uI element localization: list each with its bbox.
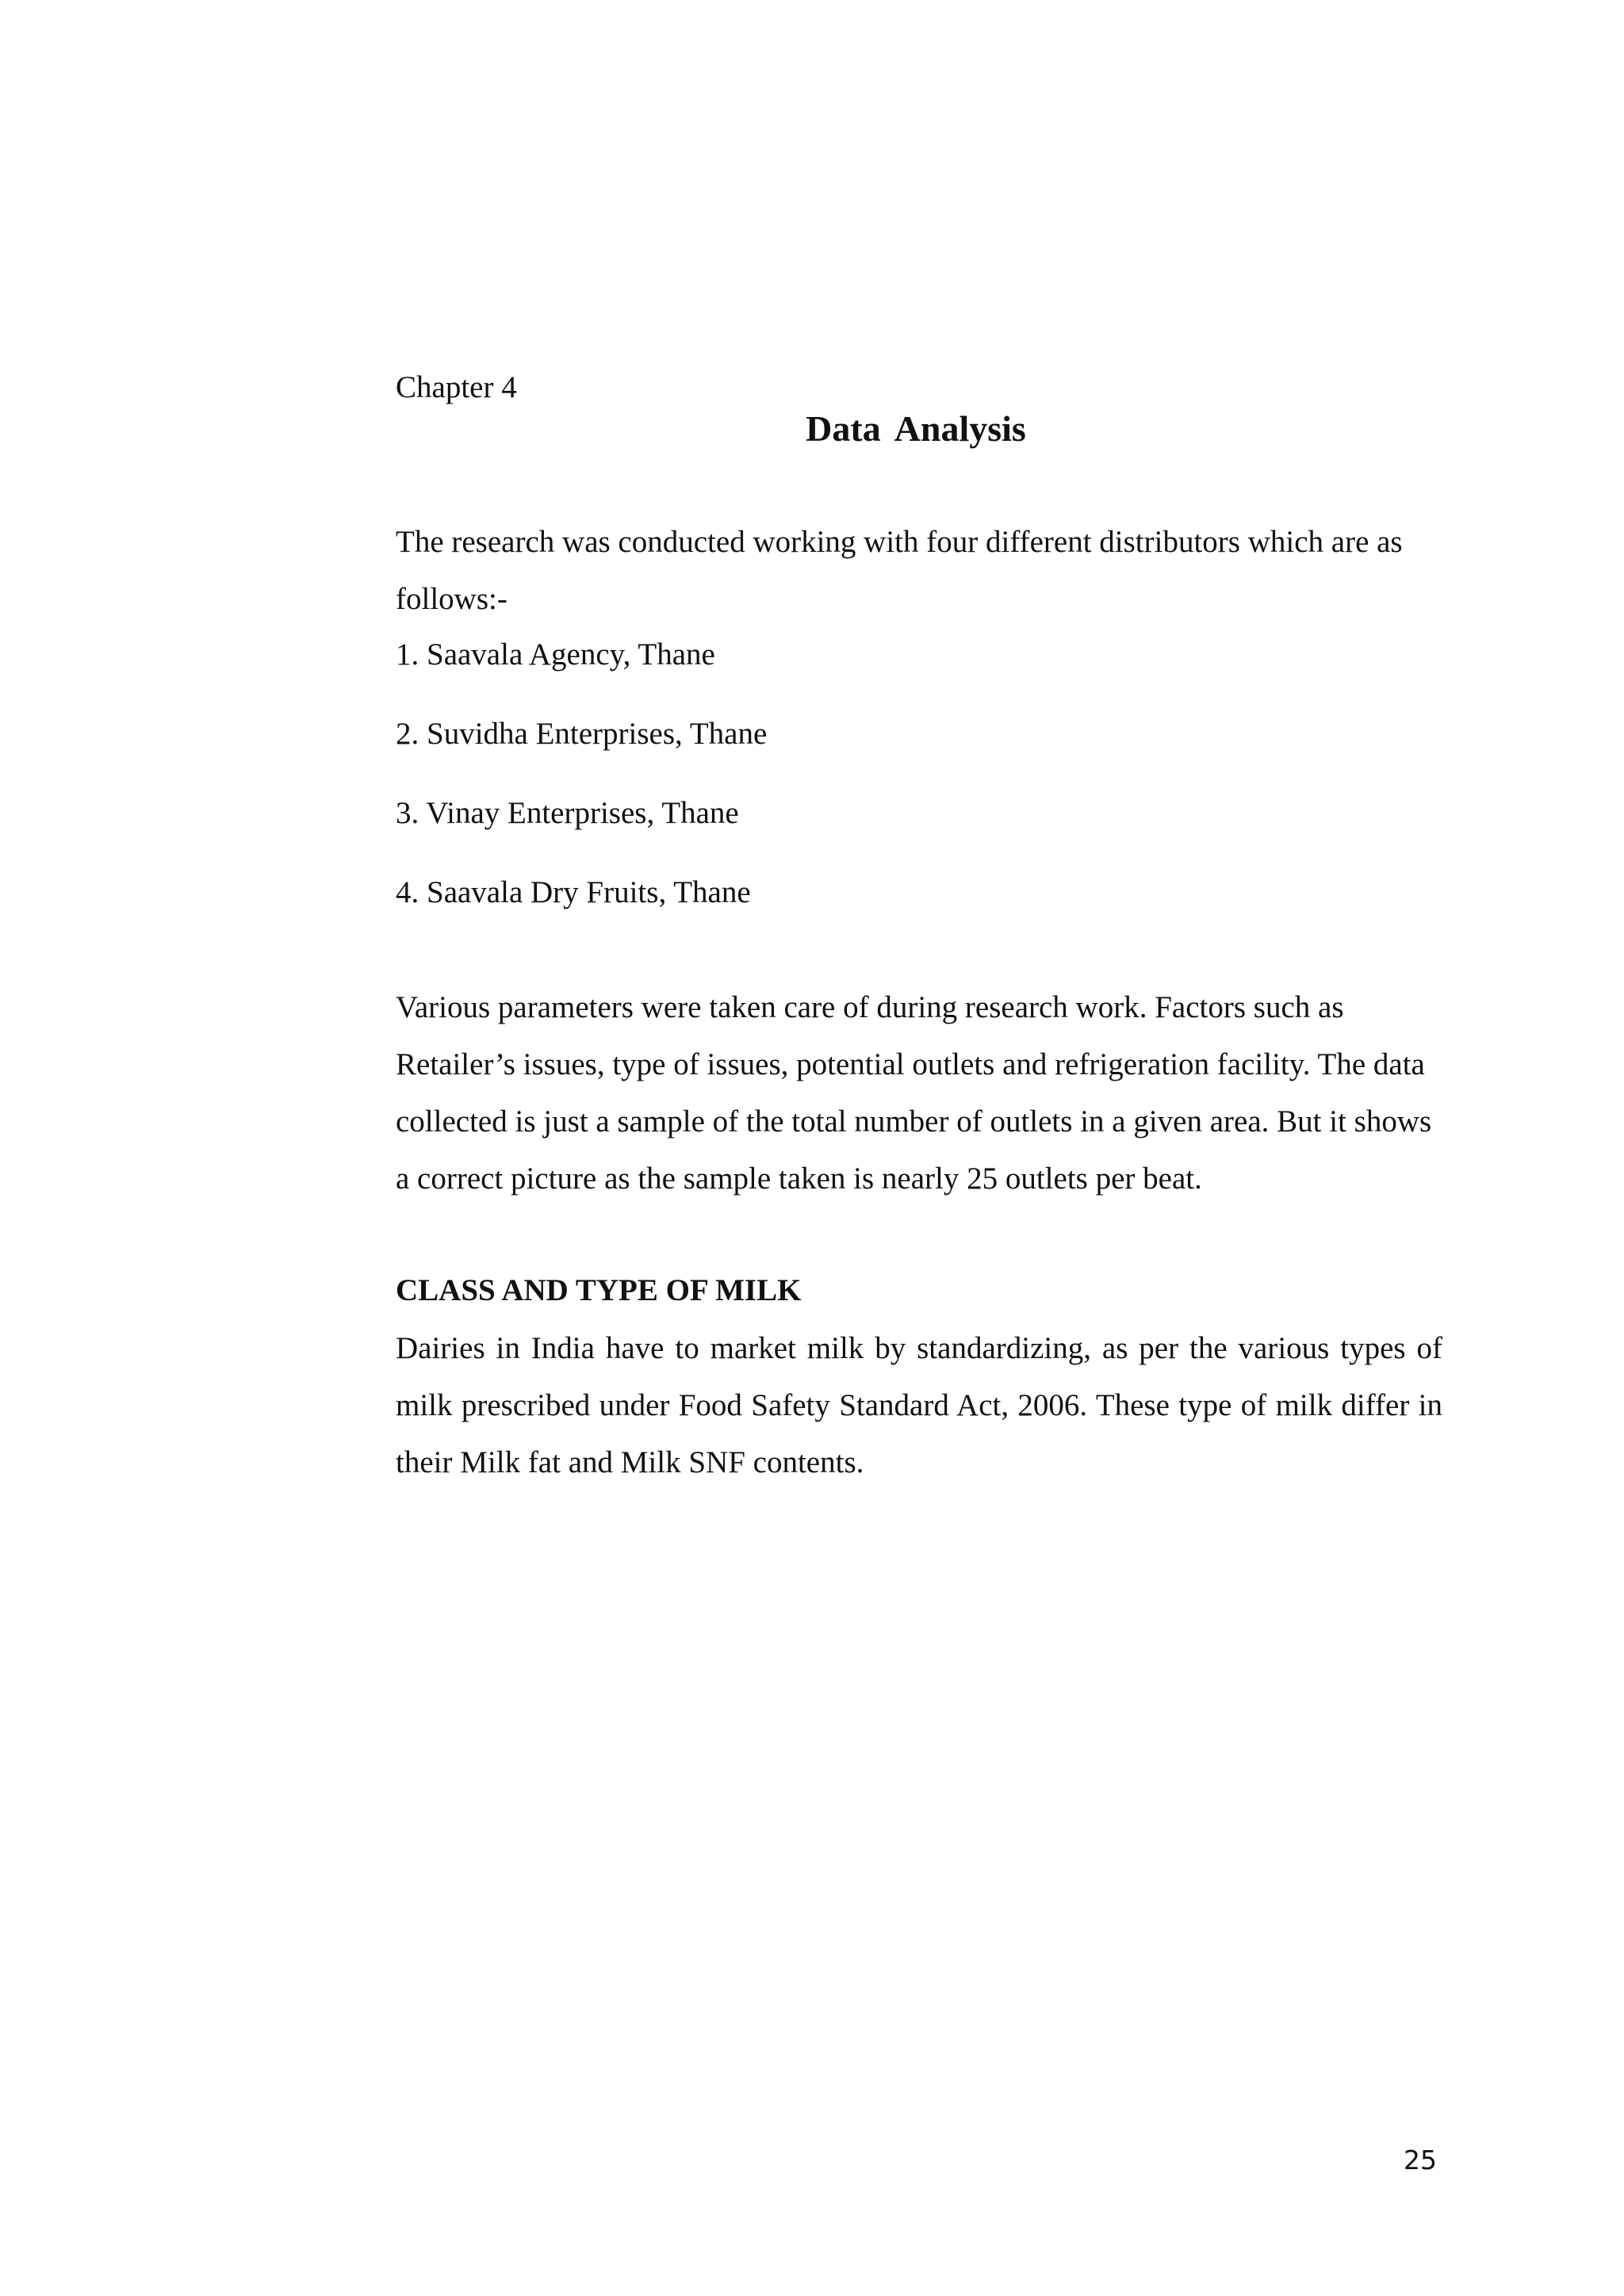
- intro-paragraph: The research was conducted working with four different distributors which are as follows:-: [396, 525, 1403, 616]
- section-body: Dairies in India have to market milk by standardizing, as per the various types of milk prescribed under Food Safety Standard Act, 2006. These type of milk differ in their Milk fat and Milk SNF contents.: [396, 1331, 1442, 1479]
- list-item: 4. Saavala Dry Fruits, Thane: [396, 875, 751, 909]
- list-item: 3. Vinay Enterprises, Thane: [396, 796, 739, 830]
- list-item: 1. Saavala Agency, Thane: [396, 637, 715, 672]
- page-number: 25: [1404, 2145, 1437, 2175]
- parameters-paragraph: Various parameters were taken care of during research work. Factors such as Retailer’s issues, type of issues, potential outlets and refrigeration facility. The data collected is just a sample of the total number of outlets in a given area. But it shows a correct picture as the sample taken is nearly 25 outlets per beat.: [396, 990, 1432, 1196]
- list-item: 2. Suvidha Enterprises, Thane: [396, 717, 768, 751]
- chapter-label: Chapter 4: [396, 370, 517, 404]
- section-heading: CLASS AND TYPE OF MILK: [396, 1273, 802, 1307]
- distributor-list: [396, 626, 767, 943]
- chapter-title: Data Analysis: [806, 408, 1026, 449]
